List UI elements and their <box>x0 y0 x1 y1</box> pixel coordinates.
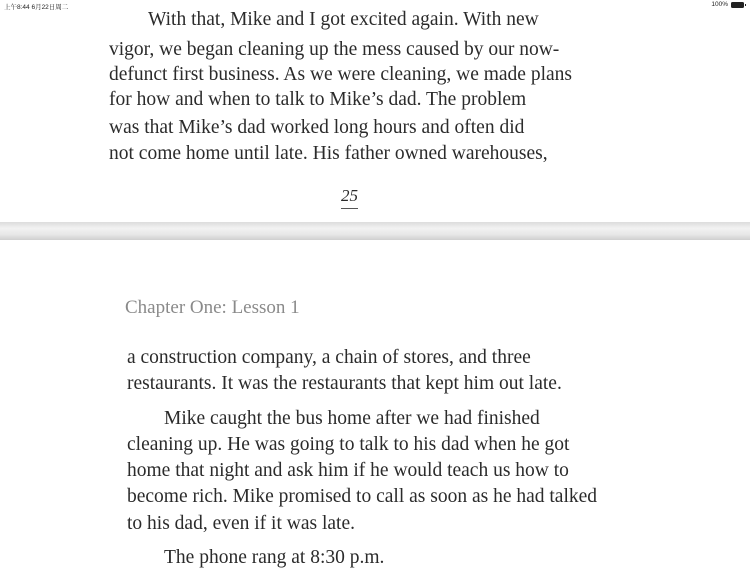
text-line: home that night and ask him if he would teach us how to <box>127 460 569 481</box>
status-time: 上午8:44 6月22日周二 <box>4 4 69 11</box>
status-bar <box>0 0 750 12</box>
text-line: vigor, we began cleaning up the mess caused by our now- <box>109 39 560 60</box>
text-line: defunct first business. As we were cleaning, we made plans <box>109 64 572 85</box>
text-line: become rich. Mike promised to call as soon as he had talked <box>127 486 598 507</box>
chapter-header: Chapter One: Lesson 1 <box>125 297 300 318</box>
bottom-page <box>0 240 750 562</box>
battery-icon <box>731 2 744 8</box>
text-line: The phone rang at 8:30 p.m. <box>164 547 385 568</box>
text-line: a construction company, a chain of stores, and three <box>127 347 531 368</box>
page-divider <box>0 222 750 240</box>
text-line: restaurants. It was the restaurants that kept him out late. <box>127 373 562 394</box>
text-line: Mike caught the bus home after we had finished <box>164 408 540 429</box>
page-number: 25 <box>341 186 358 209</box>
text-line: to his dad, even if it was late. <box>127 513 355 534</box>
battery-indicator <box>711 1 744 8</box>
text-line: cleaning up. He was going to talk to his dad when he got <box>127 434 570 455</box>
text-line: was that Mike’s dad worked long hours and often did <box>109 117 525 138</box>
text-line: not come home until late. His father owned warehouses, <box>109 143 548 164</box>
text-line: for how and when to talk to Mike’s dad. The problem <box>109 89 527 110</box>
text-line: With that, Mike and I got excited again. With new <box>148 9 539 30</box>
top-page <box>0 0 750 222</box>
battery-percent: 100% <box>711 1 728 8</box>
